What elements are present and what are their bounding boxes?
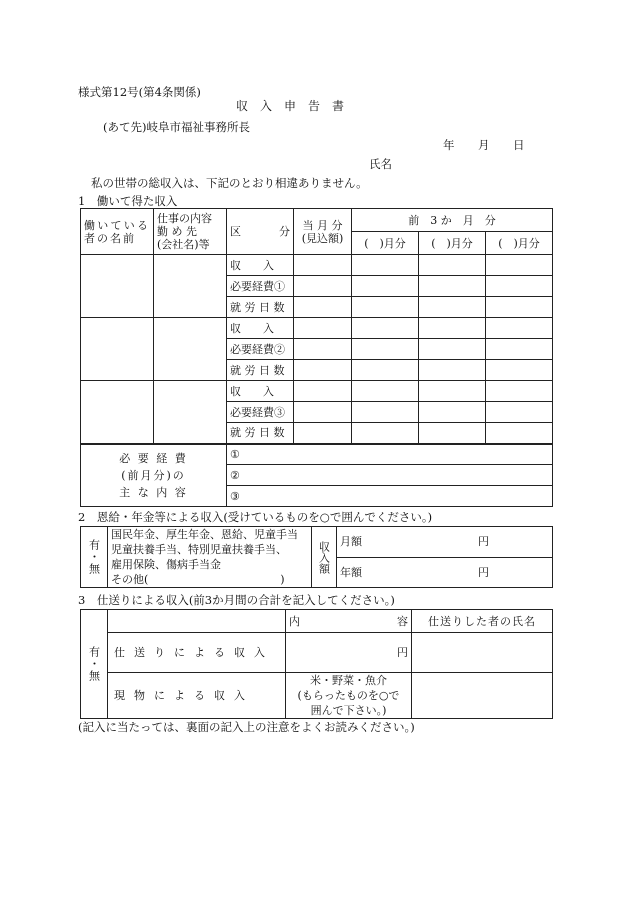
date-year-label: 年 <box>443 138 455 152</box>
header-month-2: ( )月分 <box>419 232 486 255</box>
pension-yearly-cell[interactable]: 年額 円 <box>337 557 553 588</box>
expense-detail-3[interactable]: ③ <box>227 486 553 507</box>
worker-2-income-label: 収 入 <box>227 318 294 339</box>
worker-3-days-m1[interactable] <box>352 423 419 444</box>
header-worker-name: 働いている者の名前 <box>81 209 154 255</box>
worker-3-expense-m3[interactable] <box>486 402 553 423</box>
header-month-3: ( )月分 <box>486 232 553 255</box>
worker-1-expense-m3[interactable] <box>486 276 553 297</box>
cash-remittance-label: 仕送りによる収入 <box>108 633 286 673</box>
header-month-1: ( )月分 <box>352 232 419 255</box>
cash-remittance-amount[interactable]: 円 <box>286 633 412 673</box>
worker-1-days-m3[interactable] <box>486 297 553 318</box>
worker-3-expense-label: 必要経費③ <box>227 402 294 423</box>
worker-2-expense-m1[interactable] <box>352 339 419 360</box>
worker-1-days-m1[interactable] <box>352 297 419 318</box>
header-previous-3-months: 前 3 か 月 分 <box>352 209 553 232</box>
worker-3-income-current[interactable] <box>294 381 352 402</box>
worker-2-expense-m2[interactable] <box>419 339 486 360</box>
worker-3-days-m2[interactable] <box>419 423 486 444</box>
section2-heading: 2 恩給・年金等による収入(受けているものを○で囲んでください。) <box>78 510 433 524</box>
worker-2-expense-m3[interactable] <box>486 339 553 360</box>
worker-2-income-m3[interactable] <box>486 318 553 339</box>
worker-1-income-m2[interactable] <box>419 255 486 276</box>
goods-remittance-items[interactable]: 米・野菜・魚介 (もらったものを○で 囲んで下さい。) <box>286 673 412 719</box>
worker-2-days-m1[interactable] <box>352 360 419 381</box>
declaration-text: 私の世帯の総収入は、下記のとおり相違ありません。 <box>91 176 368 190</box>
remittance-header-sender: 仕送りした者の氏名 <box>412 610 553 633</box>
earned-income-table <box>80 208 553 507</box>
cash-remittance-sender[interactable] <box>412 633 553 673</box>
worker-1-expense-label: 必要経費① <box>227 276 294 297</box>
form-number: 様式第12号(第4条関係) <box>78 85 201 99</box>
worker-1-expense-m1[interactable] <box>352 276 419 297</box>
worker-1-income-m1[interactable] <box>352 255 419 276</box>
form-title: 収 入 申 告 書 <box>236 99 345 113</box>
worker-3-expense-current[interactable] <box>294 402 352 423</box>
worker-2-income-m2[interactable] <box>419 318 486 339</box>
pension-amount-label: 収入額 <box>312 527 337 588</box>
worker-3-expense-m1[interactable] <box>352 402 419 423</box>
expense-detail-2[interactable]: ② <box>227 465 553 486</box>
worker-2-days-m3[interactable] <box>486 360 553 381</box>
remittance-header-content: 内 容 <box>286 610 412 633</box>
worker-1-income-label: 収 入 <box>227 255 294 276</box>
worker-2-expense-label: 必要経費② <box>227 339 294 360</box>
worker-2-days-label: 就 労 日 数 <box>227 360 294 381</box>
worker-1-job-cell[interactable] <box>154 255 227 318</box>
worker-3-income-label: 収 入 <box>227 381 294 402</box>
worker-3-name-cell[interactable] <box>81 381 154 444</box>
section3-heading: 3 仕送りによる収入(前3か月間の合計を記入してください。) <box>78 593 395 607</box>
addressee: (あて先)岐阜市福祉事務所長 <box>103 120 250 134</box>
pension-income-table <box>80 526 553 588</box>
worker-3-income-m3[interactable] <box>486 381 553 402</box>
worker-1-income-m3[interactable] <box>486 255 553 276</box>
date-day-label: 日 <box>513 138 525 152</box>
goods-remittance-label: 現物による収入 <box>108 673 286 719</box>
worker-3-income-m2[interactable] <box>419 381 486 402</box>
date-month-label: 月 <box>478 138 490 152</box>
worker-3-expense-m2[interactable] <box>419 402 486 423</box>
worker-3-income-m1[interactable] <box>352 381 419 402</box>
header-job-content: 仕事の内容 勤 め 先 (会社名)等 <box>154 209 227 255</box>
worker-1-expense-m2[interactable] <box>419 276 486 297</box>
worker-1-days-m2[interactable] <box>419 297 486 318</box>
worker-2-name-cell[interactable] <box>81 318 154 381</box>
worker-1-name-cell[interactable] <box>81 255 154 318</box>
worker-1-income-current[interactable] <box>294 255 352 276</box>
remittance-header-blank <box>108 610 286 633</box>
worker-1-days-current[interactable] <box>294 297 352 318</box>
worker-2-income-current[interactable] <box>294 318 352 339</box>
worker-3-days-label: 就 労 日 数 <box>227 423 294 444</box>
remittance-yes-no[interactable]: 有・無 <box>81 610 108 719</box>
worker-2-expense-current[interactable] <box>294 339 352 360</box>
pension-monthly-cell[interactable]: 月額 円 <box>337 527 553 558</box>
header-current-month: 当 月 分 (見込額) <box>294 209 352 255</box>
applicant-name-label: 氏名 <box>369 157 392 171</box>
worker-2-days-m2[interactable] <box>419 360 486 381</box>
pension-yes-no[interactable]: 有・無 <box>81 527 108 588</box>
remittance-income-table <box>80 609 553 719</box>
worker-1-expense-current[interactable] <box>294 276 352 297</box>
expense-detail-1[interactable]: ① <box>227 444 553 465</box>
header-category: 区 分 <box>227 209 294 255</box>
worker-2-job-cell[interactable] <box>154 318 227 381</box>
worker-3-days-current[interactable] <box>294 423 352 444</box>
worker-3-days-m3[interactable] <box>486 423 553 444</box>
pension-types-list[interactable]: 国民年金、厚生年金、恩給、児童手当 児童扶養手当、特別児童扶養手当、 雇用保険、傷病手当金 その他( ) <box>108 527 312 588</box>
goods-remittance-sender[interactable] <box>412 673 553 719</box>
worker-1-days-label: 就 労 日 数 <box>227 297 294 318</box>
footer-note: (記入に当たっては、裏面の記入上の注意をよくお読みください。) <box>78 720 415 734</box>
expense-details-label: 必 要 経 費 (前月分)の 主 な 内 容 <box>81 444 227 507</box>
worker-2-days-current[interactable] <box>294 360 352 381</box>
section1-heading: 1 働いて得た収入 <box>78 194 178 208</box>
worker-3-job-cell[interactable] <box>154 381 227 444</box>
worker-2-income-m1[interactable] <box>352 318 419 339</box>
